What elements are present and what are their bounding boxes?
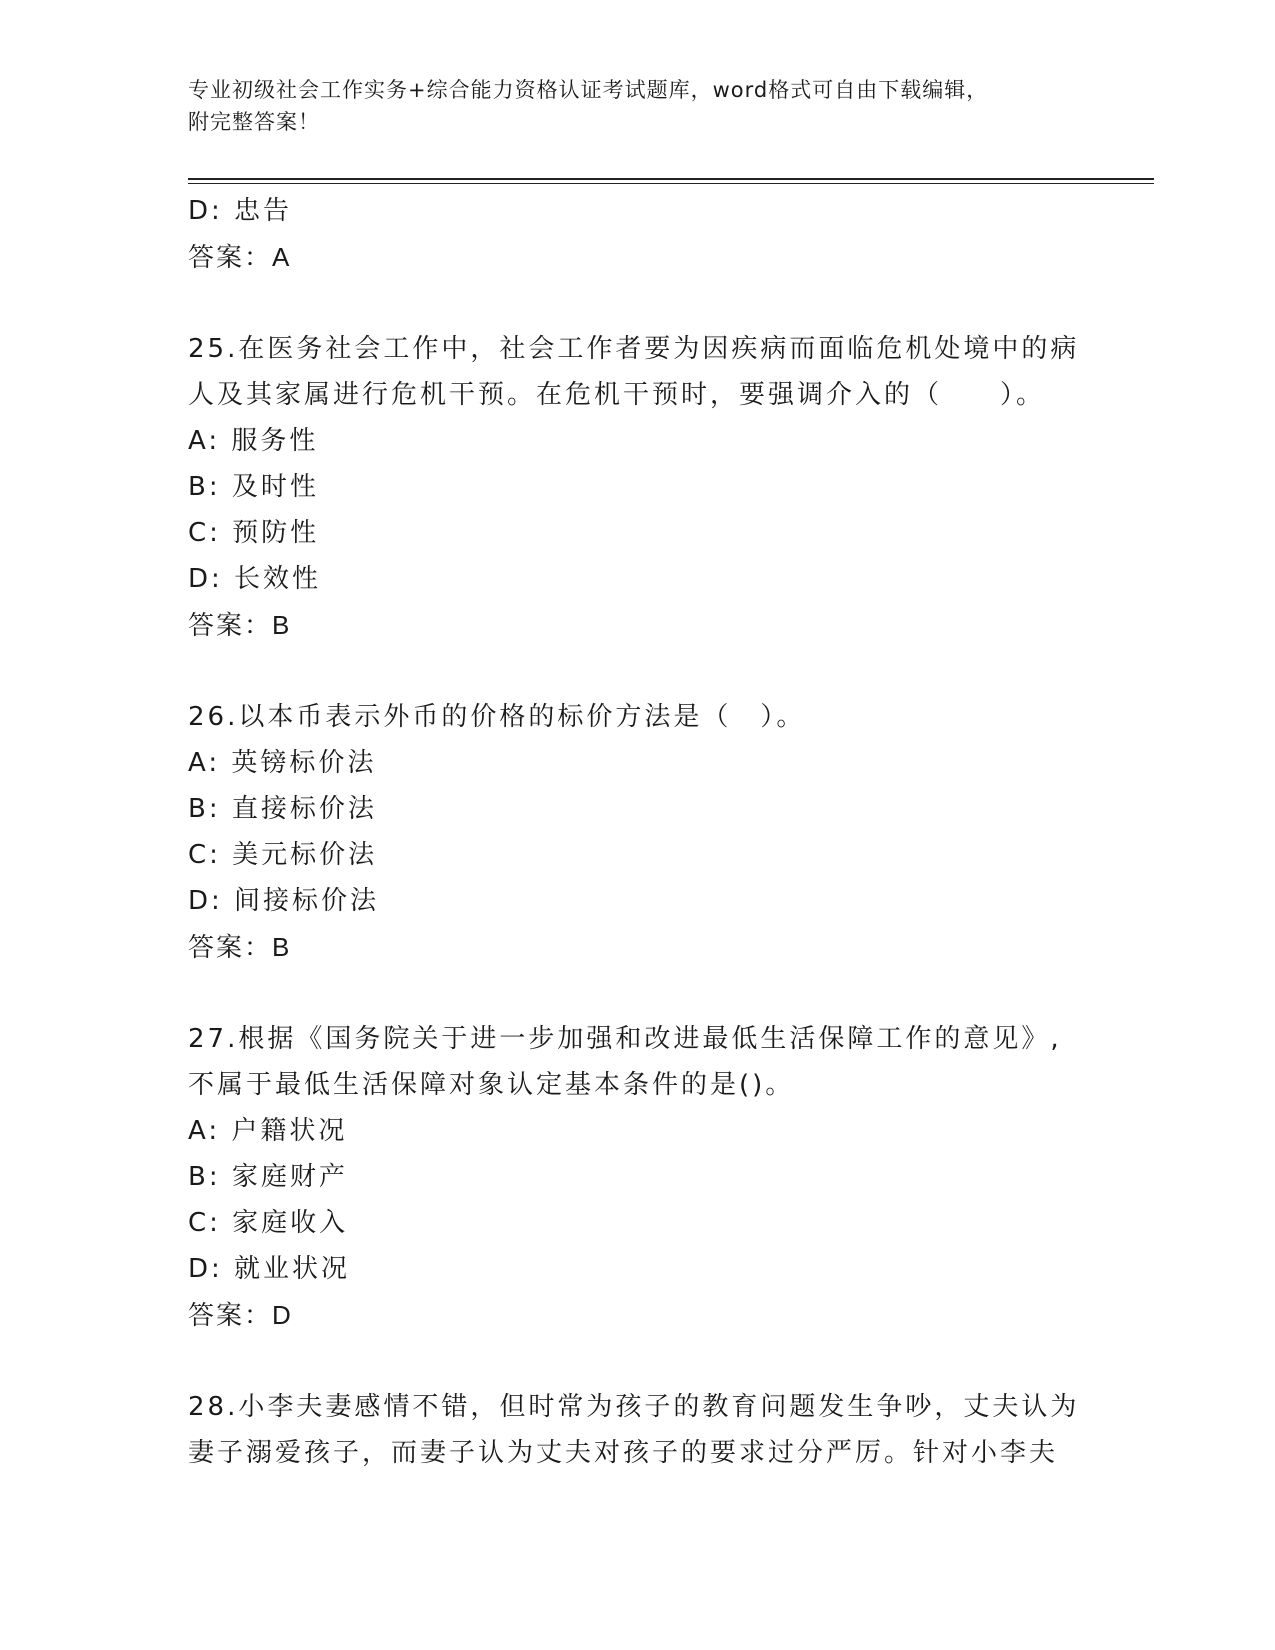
option-c: C: 预防性 xyxy=(188,518,320,548)
question-text-line: 不属于最低生活保障对象认定基本条件的是()。 xyxy=(188,1070,795,1100)
answer: 答案：B xyxy=(188,610,292,640)
question-text-line: 27.根据《国务院关于进一步加强和改进最低生活保障工作的意见》, xyxy=(188,1024,1062,1054)
header-line-1: 专业初级社会工作实务+综合能力资格认证考试题库，word格式可自由下载编辑， xyxy=(188,78,989,102)
option-b: B: 直接标价法 xyxy=(188,794,377,824)
question-text-line: 25.在医务社会工作中，社会工作者要为因疾病而面临危机处境中的病 xyxy=(188,334,1080,364)
option-b: B: 及时性 xyxy=(188,472,319,502)
question-content xyxy=(188,188,1088,1476)
answer: 答案：B xyxy=(188,932,292,962)
option-b: B: 家庭财产 xyxy=(188,1162,348,1192)
question-28 xyxy=(188,1384,1088,1476)
question-25 xyxy=(188,326,1088,648)
header-divider-thick xyxy=(188,178,1154,180)
question-text-line: 妻子溺爱孩子，而妻子认为丈夫对孩子的要求过分严厉。针对小李夫 xyxy=(188,1438,1059,1468)
option-d: D: 长效性 xyxy=(188,564,322,594)
option-a: A: 户籍状况 xyxy=(188,1116,348,1146)
option-c: C: 家庭收入 xyxy=(188,1208,349,1238)
option-c: C: 美元标价法 xyxy=(188,840,378,870)
question-text-line: 28.小李夫妻感情不错，但时常为孩子的教育问题发生争吵，丈夫认为 xyxy=(188,1392,1080,1422)
carryover-option-d: D: 忠告 xyxy=(188,196,293,226)
header-line-2: 附完整答案！ xyxy=(188,110,320,134)
carryover-answer: 答案：A xyxy=(188,242,292,272)
option-a: A: 英镑标价法 xyxy=(188,748,377,778)
question-27 xyxy=(188,1016,1088,1338)
question-text-line: 人及其家属进行危机干预。在危机干预时，要强调介入的（ ）。 xyxy=(188,380,1046,410)
option-d: D: 就业状况 xyxy=(188,1254,351,1284)
option-a: A: 服务性 xyxy=(188,426,319,456)
question-26 xyxy=(188,694,1088,970)
document-header xyxy=(188,74,1088,138)
header-divider-thin xyxy=(188,183,1154,184)
question-text-line: 26.以本币表示外币的价格的标价方法是（ ）。 xyxy=(188,702,806,732)
option-d: D: 间接标价法 xyxy=(188,886,380,916)
answer: 答案：D xyxy=(188,1300,293,1330)
